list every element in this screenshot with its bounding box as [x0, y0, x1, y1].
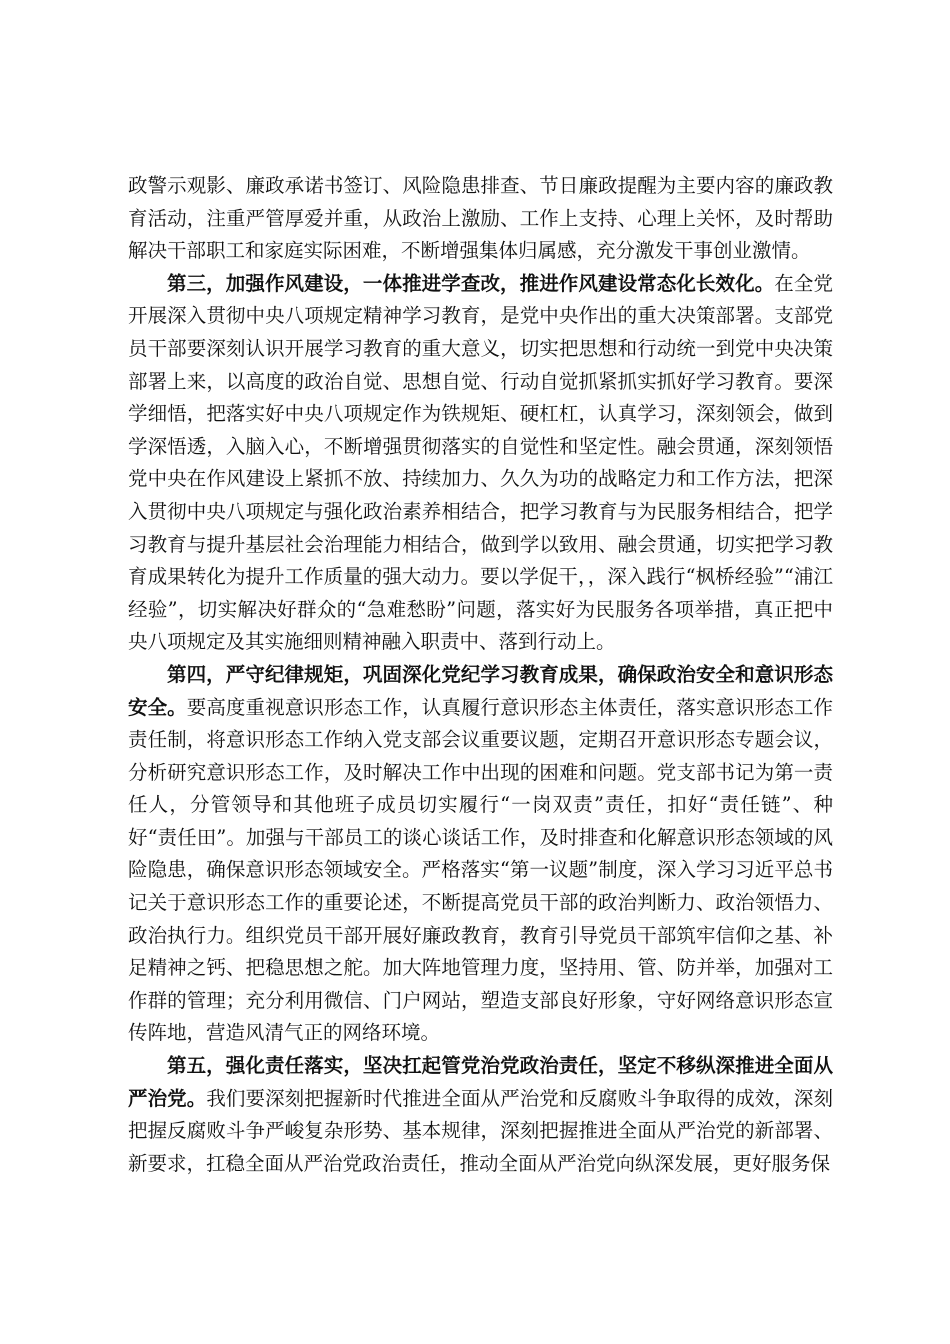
paragraph-text: 要高度重视意识形态工作，认真履行意识形态主体责任，落实意识形态工作责任制，将意识形态工作纳入党支部会议重要议题，定期召开意识形态专题会议，分析研究意识形态工作，及时解决工作中出现的困难和问题。党支部书记为第一责任人，分管领导和其他班子成员切实履行“一岗双责”责任，扣好“责任链”、种好“责任田”。加强与干部员工的谈心谈话工作，及时排查和化解意识形态领域的风险隐患，确保意识形态领域安全。严格落实“第一议题”制度，深入学习习近平总书记关于意识形态工作的重要论述，不断提高党员干部的政治判断力、政治领悟力、政治执行力。组织党员干部开展好廉政教育，教育引导党员干部筑牢信仰之基、补足精神之钙、把稳思想之舵。加大阵地管理力度，坚持用、管、防并举，加强对工作群的管理；充分利用微信、门户网站，塑造支部良好形象，守好网络意识形态宣传阵地，营造风清气正的网络环境。: [128, 695, 833, 1045]
paragraph-fourth-point: [128, 659, 833, 1050]
paragraph-third-point: [128, 268, 833, 659]
paragraph-text: 在全党开展深入贯彻中央八项规定精神学习教育，是党中央作出的重大决策部署。支部党员干部要深刻认识开展学习教育的重大意义，切实把思想和行动统一到党中央决策部署上来，以高度的政治自觉、思想自觉、行动自觉抓紧抓实抓好学习教育。要深学细悟，把落实好中央八项规定作为铁规矩、硬杠杠，认真学习，深刻领会，做到学深悟透，入脑入心，不断增强贯彻落实的自觉性和坚定性。融会贯通，深刻领悟党中央在作风建设上紧抓不放、持续加力、久久为功的战略定力和工作方法，把深入贯彻中央八项规定与强化政治素养相结合，把学习教育与为民服务相结合，把学习教育与提升基层社会治理能力相结合，做到学以致用、融会贯通，切实把学习教育成果转化为提升工作质量的强大动力。要以学促干，，深入践行“枫桥经验”“浦江经验”，切实解决好群众的“急难愁盼”问题，落实好为民服务各项举措，真正把中央八项规定及其实施细则精神融入职责中、落到行动上。: [128, 271, 833, 654]
document-body: [128, 170, 833, 1180]
paragraph-heading: 第三，加强作风建设，一体推进学查改，推进作风建设常态化长效化。: [167, 271, 775, 295]
paragraph-continuation: [128, 170, 833, 268]
paragraph-text: 我们要深刻把握新时代推进全面从严治党和反腐败斗争取得的成效，深刻把握反腐败斗争严峻复杂形势、基本规律，深刻把握推进全面从严治党的新部署、新要求，扛稳全面从严治党政治责任，推动全面从严治党向纵深发展，更好服务保: [128, 1086, 833, 1175]
paragraph-heading: 第四，严守纪律规矩，巩固深化党纪学习教育成果，确保政治安全和意识形态安全。: [128, 662, 833, 719]
paragraph-text: 政警示观影、廉政承诺书签订、风险隐患排查、节日廉政提醒为主要内容的廉政教育活动，注重严管厚爱并重，从政治上激励、工作上支持、心理上关怀，及时帮助解决干部职工和家庭实际困难，不断增强集体归属感，充分激发干事创业激情。: [128, 174, 833, 263]
paragraph-heading: 第五，强化责任落实，坚决扛起管党治党政治责任，坚定不移纵深推进全面从严治党。: [128, 1054, 833, 1110]
paragraph-fifth-point: [128, 1050, 833, 1180]
